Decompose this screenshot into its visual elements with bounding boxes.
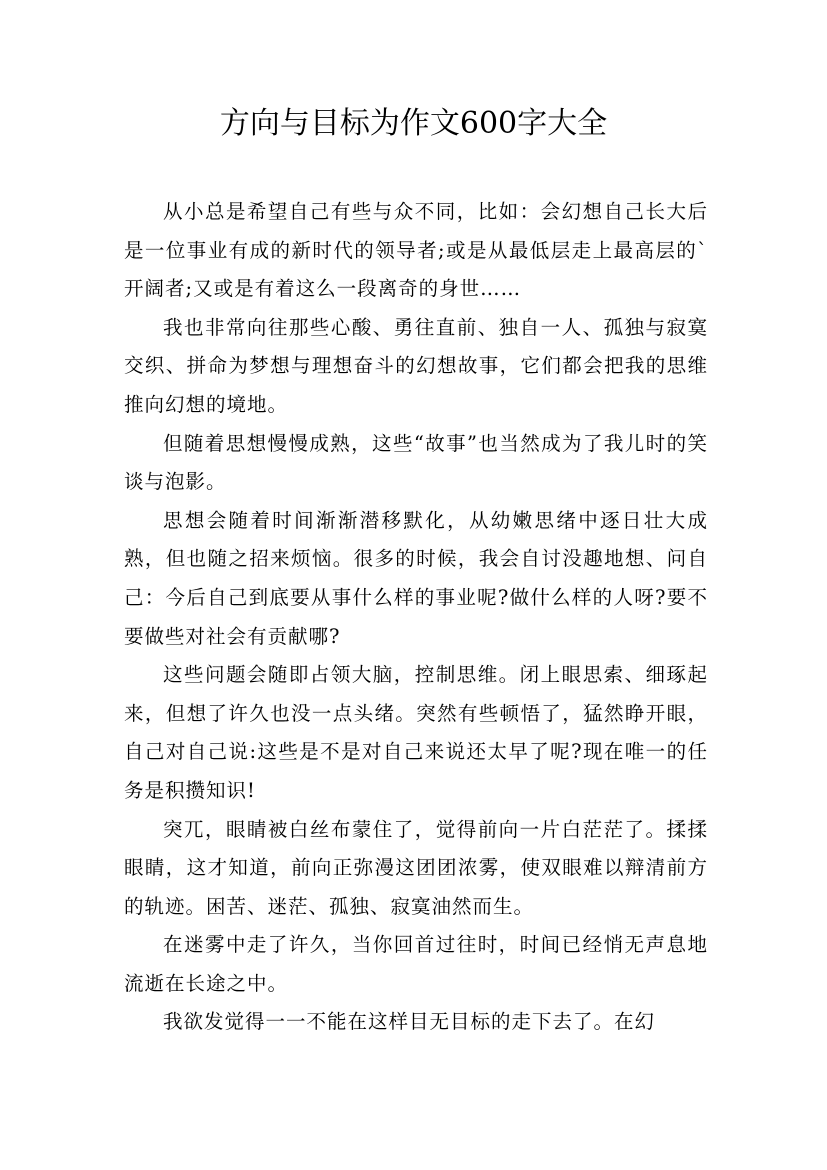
paragraph: 这些问题会随即占领大脑，控制思维。闭上眼思索、细琢起来，但想了许久也没一点头绪。突然有些顿悟了，猛然睁开眼，自己对自己说:这些是不是对自己来说还太早了呢?现在唯一的任务是积攒知识!: [124, 663, 708, 802]
paragraph: 但随着思想慢慢成熟，这些“故事”也当然成为了我儿时的笑谈与泡影。: [124, 431, 708, 494]
paragraph: 在迷雾中走了许久，当你回首过往时，时间已经悄无声息地流逝在长途之中。: [124, 933, 708, 995]
paragraph: 思想会随着时间渐渐潜移默化，从幼嫩思绪中逐日壮大成熟，但也随之招来烦恼。很多的时候，我会自讨没趣地想、问自己：今后自己到底要从事什么样的事业呢?做什么样的人呀?要不要做些对社会有贡献哪?: [124, 508, 708, 648]
document-body: [124, 193, 708, 1042]
document-title: 方向与目标为作文600字大全: [219, 106, 608, 141]
paragraph: 突兀，眼睛被白丝布蒙住了，觉得前向一片白茫茫了。揉揉眼睛，这才知道，前向正弥漫这团团浓雾，使双眼难以辩清前方的轨迹。困苦、迷茫、孤独、寂寞油然而生。: [124, 817, 708, 918]
paragraph: 我也非常向往那些心酸、勇往直前、独自一人、孤独与寂寞交织、拼命为梦想与理想奋斗的幻想故事，它们都会把我的思维推向幻想的境地。: [124, 315, 708, 416]
paragraph: 我欲发觉得一一不能在这样目无目标的走下去了。在幻: [163, 1010, 656, 1034]
paragraph: 从小总是希望自己有些与众不同，比如：会幻想自己长大后是一位事业有成的新时代的领导者;或是从最低层走上最高层的`开阔者;又或是有着这么一段离奇的身世……: [124, 200, 708, 301]
